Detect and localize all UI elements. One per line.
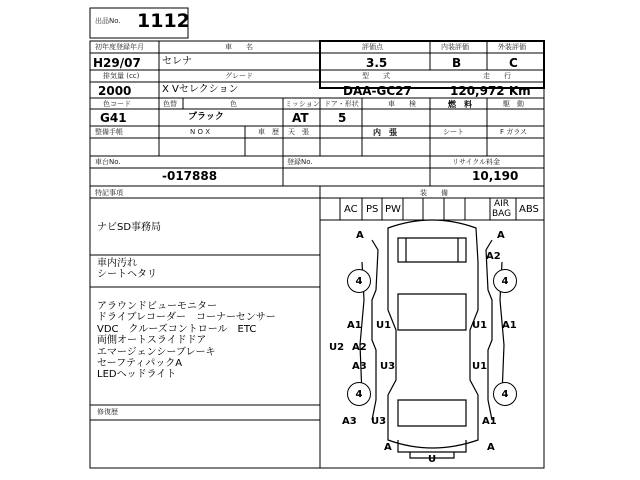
car-name-value: セレナ	[162, 56, 192, 67]
tire-rear-left: 4	[347, 382, 371, 406]
damage-mark: A1	[502, 320, 517, 331]
drive-label: 駆 動	[503, 100, 524, 108]
first-reg-value: H29/07	[93, 56, 141, 70]
damage-mark: U3	[371, 416, 387, 427]
damage-mark: A	[497, 230, 505, 241]
score-label: 評価点	[362, 43, 383, 51]
nox-label: N O X	[190, 128, 210, 136]
equip-airbag-top: AIR	[494, 199, 510, 209]
damage-mark: A	[384, 442, 392, 453]
exterior-eval-value: C	[509, 56, 518, 70]
damage-mark: A3	[352, 361, 367, 372]
color-value: ブラック	[188, 112, 224, 122]
damage-mark: U1	[472, 361, 488, 372]
equip-ps: PS	[366, 204, 379, 215]
interior-eval-label: 内装評価	[441, 43, 469, 51]
damage-mark: U2	[329, 342, 345, 353]
glass-label: F ガラス	[500, 128, 528, 136]
color-label: 色	[230, 100, 237, 108]
equip-airbag-bottom: BAG	[492, 209, 512, 219]
equipment-label: 装 備	[420, 189, 448, 197]
remarks-line: アラウンドビューモニター	[97, 301, 217, 312]
chassis-value: -017888	[162, 169, 218, 183]
car-name-label: 車 名	[225, 43, 253, 51]
fuel-label: 燃 料	[448, 100, 472, 109]
exterior-eval-label: 外装評価	[498, 43, 526, 51]
model-label: 型 式	[362, 72, 390, 80]
remarks-line: ナビSD事務局	[97, 222, 162, 233]
remarks-label: 特記事項	[95, 189, 123, 197]
displacement-label: 排気量 (cc)	[103, 72, 140, 80]
equip-ac: AC	[344, 204, 358, 215]
first-reg-label: 初年度登録年月	[95, 43, 144, 51]
history-label: 車 歴	[258, 128, 279, 136]
inspection-label: 車 検	[388, 100, 416, 108]
damage-mark: A1	[482, 416, 497, 427]
damage-mark: A3	[342, 416, 357, 427]
remarks-line: ドライブレコーダー コーナーセンサー	[97, 312, 276, 323]
manual-label: 整備手帳	[95, 128, 123, 136]
damage-mark: U3	[380, 361, 396, 372]
remarks-line: VDC クルーズコントロール ETC	[97, 324, 257, 335]
lot-label: 出品No.	[95, 17, 121, 25]
color-code-label: 色コード	[103, 100, 131, 108]
reg-no-label: 登録No.	[287, 158, 313, 166]
mission-value: AT	[292, 111, 309, 125]
damage-mark: U1	[376, 320, 392, 331]
displacement-value: 2000	[98, 84, 132, 98]
damage-mark: U	[428, 454, 437, 465]
chassis-label: 車台No.	[95, 158, 121, 166]
mileage-label: 走 行	[483, 72, 511, 80]
interior-trim-label: 内 張	[373, 128, 397, 137]
remarks-line: 両側オートスライドドア	[97, 335, 207, 346]
equip-abs: ABS	[519, 204, 539, 215]
color-change-label: 色替	[163, 100, 177, 108]
remarks-line: LEDヘッドライト	[97, 369, 177, 380]
interior-eval-value: B	[452, 56, 462, 70]
recycle-value: 10,190	[472, 169, 519, 183]
remarks-line: シートヘタリ	[97, 269, 157, 280]
model-value: DAA-GC27	[343, 84, 412, 98]
doors-label: ドア・形状	[324, 100, 359, 108]
remarks-line: エマージェンシーブレーキ	[97, 347, 216, 358]
grade-value: X Vセレクション	[162, 84, 239, 95]
damage-mark: A2	[486, 251, 501, 262]
recycle-label: リサイクル料金	[452, 158, 501, 166]
tire-rear-right: 4	[493, 382, 517, 406]
seat-label: シート	[443, 128, 464, 136]
color-code-value: G41	[100, 111, 127, 125]
mission-label: ミッション	[285, 100, 320, 108]
tire-front-right: 4	[493, 269, 517, 293]
grade-label: グレード	[225, 72, 253, 80]
mileage-value: 120,972 Km	[450, 84, 531, 98]
sunroof-label: 天 張	[288, 128, 309, 136]
damage-mark: A1	[347, 320, 362, 331]
damage-mark: A	[356, 230, 364, 241]
damage-mark: A	[487, 442, 495, 453]
equip-pw: PW	[385, 204, 401, 215]
remarks-line: 車内汚れ	[97, 258, 137, 269]
damage-mark: U1	[472, 320, 488, 331]
remarks-line: セーフティパックA	[97, 358, 183, 369]
damage-mark: A2	[352, 342, 367, 353]
doors-value: 5	[338, 111, 347, 125]
tire-front-left: 4	[347, 269, 371, 293]
lot-number: 1112	[137, 10, 190, 32]
repair-history-label: 修復歴	[97, 408, 118, 416]
score-value: 3.5	[366, 56, 388, 70]
